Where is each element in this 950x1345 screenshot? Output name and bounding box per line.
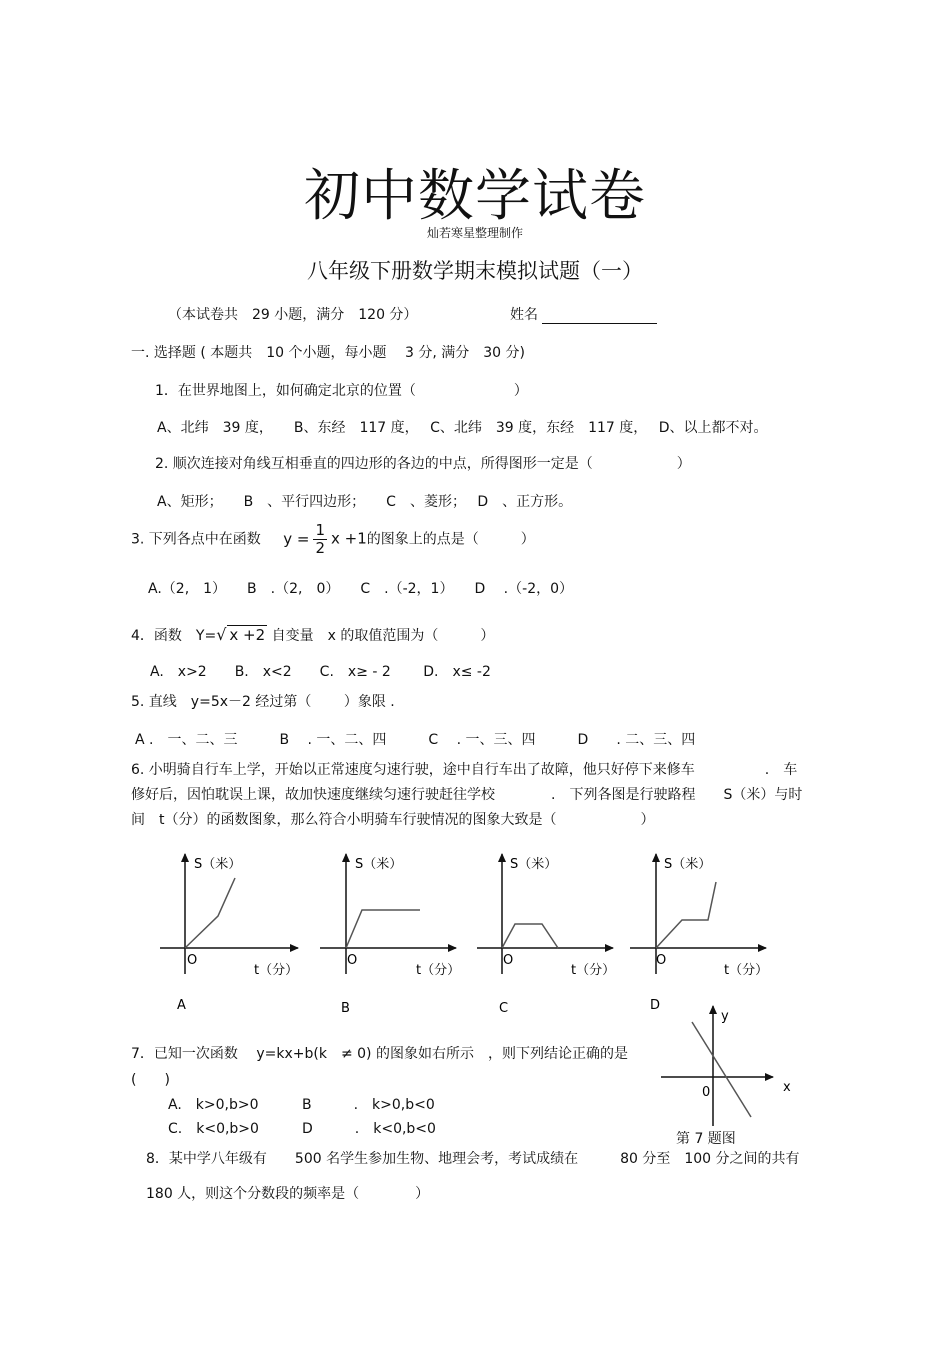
q2-options: A、矩形； B 、平行四边形； C 、菱形； D 、正方形。 (157, 494, 573, 510)
name-label: 姓名 (510, 307, 538, 323)
graph-c-x-label: t（分） (571, 963, 616, 978)
name-field (510, 304, 657, 324)
graph-d (630, 854, 768, 1013)
q7-option-a: A. k>0,b>0 (168, 1097, 259, 1113)
graph-b-y-label: S（米） (355, 857, 403, 872)
q7-origin: 0 (702, 1085, 711, 1100)
graph-a-origin: O (187, 953, 198, 968)
graph-a-x-label: t（分） (254, 963, 299, 978)
graph-d-y-label: S（米） (664, 857, 712, 872)
q3-x-plus: x +1 (331, 529, 367, 548)
q4-stem-post: 自变量 x 的取值范围为（ ） (271, 628, 495, 644)
graph-d-x-label: t（分） (724, 963, 769, 978)
q3-stem-pre: 3. 下列各点中在函数 (131, 531, 261, 548)
graph-a-curve (185, 878, 235, 948)
document-title: 初中数学试卷 (304, 164, 646, 229)
q6-graphs (150, 848, 810, 1023)
q7-function-line (692, 1022, 751, 1117)
graph-b (320, 854, 460, 1016)
graph-b-option: B (341, 1001, 350, 1016)
graph-a-y-label: S（米） (194, 857, 242, 872)
q6-line-3: 间 t（分）的函数图象，那么符合小明骑车行驶情况的图象大致是（ ） (131, 812, 655, 828)
section-heading: 一. 选择题 ( 本题共 10 个小题，每小题 3 分, 满分 30 分) (131, 345, 525, 361)
q7-y-label: y (721, 1009, 729, 1024)
graph-d-origin: O (656, 953, 667, 968)
exam-title: 八年级下册数学期末模拟试题（一） (307, 259, 643, 283)
graph-c-origin: O (503, 953, 514, 968)
q6-line-1: 6. 小明骑自行车上学，开始以正常速度匀速行驶，途中自行车出了故障，他只好停下来修车 . 车 (131, 762, 798, 778)
q4-stem (131, 625, 494, 645)
q2-stem: 2. 顺次连接对角线互相垂直的四边形的各边的中点，所得图形一定是（ ） (155, 456, 691, 472)
graph-c-y-label: S（米） (510, 857, 558, 872)
q7-paren: ( ) (131, 1072, 170, 1088)
q4-radicand: x +2 (229, 626, 266, 644)
q1-stem: 1．在世界地图上，如何确定北京的位置（ ） (155, 383, 528, 399)
q3-y-eq: y = (283, 529, 310, 548)
graph-a (160, 854, 298, 1013)
graph-d-option: D (650, 998, 661, 1013)
credit-line: 灿若寒星整理制作 (426, 226, 523, 240)
graph-b-x-label: t（分） (416, 963, 461, 978)
exam-info: （本试卷共 29 小题，满分 120 分） (168, 307, 418, 323)
q7-stem: 7．已知一次函数 y=kx+b(k ≠ 0) 的图象如右所示 ，则下列结论正确的是 (131, 1046, 628, 1062)
q8-line-2: 180 人，则这个分数段的频率是（ ） (146, 1186, 430, 1202)
graph-b-curve (346, 910, 420, 948)
q7-x-label: x (783, 1080, 791, 1095)
q7-option-b: B . k>0,b<0 (302, 1097, 435, 1113)
q5-options: A . 一、二、三 B . 一、二、四 C . 一、三、四 D . 二、三、四 (135, 732, 696, 748)
q7-figure (655, 1000, 805, 1130)
q5-stem: 5. 直线 y=5x－2 经过第（ ）象限 . (131, 694, 395, 710)
name-blank (542, 309, 657, 324)
q3-frac-num: 1 (315, 521, 326, 539)
q3-options: A.（2, 1） B .（2, 0） C .（-2，1） D .（-2，0） (148, 581, 574, 597)
q3-stem (131, 522, 535, 557)
q4-options: A. x>2 B. x<2 C. x≥ - 2 D. x≤ -2 (150, 664, 491, 680)
q8-line-1: 8．某中学八年级有 500 名学生参加生物、地理会考，考试成绩在 80 分至 100 分之间的共有 (146, 1151, 800, 1167)
q7-figure-caption: 第 7 题图 (676, 1131, 736, 1147)
q7-option-c: C. k<0,b>0 (168, 1121, 259, 1137)
q7-option-d: D . k<0,b<0 (302, 1121, 436, 1137)
q6-line-2: 修好后，因怕耽误上课，故加快速度继续匀速行驶赶往学校 . 下列各图是行驶路程 S（米）与时 (131, 787, 803, 803)
q4-root-sign: √ (216, 625, 227, 644)
q4-stem-pre: 4．函数 Y= (131, 628, 217, 644)
q1-options: A、北纬 39 度， B、东经 117 度， C、北纬 39 度，东经 117 度， D、以上都不对。 (157, 420, 768, 436)
graph-c-curve (502, 924, 558, 948)
q3-stem-post: 的图象上的点是（ ） (366, 531, 535, 548)
q3-frac-den: 2 (315, 539, 326, 557)
graph-c (477, 854, 615, 1016)
graph-c-option: C (499, 1001, 509, 1016)
graph-d-curve (656, 882, 716, 948)
graph-b-origin: O (347, 953, 358, 968)
q3-fraction (313, 522, 327, 557)
graph-a-option: A (177, 998, 186, 1013)
